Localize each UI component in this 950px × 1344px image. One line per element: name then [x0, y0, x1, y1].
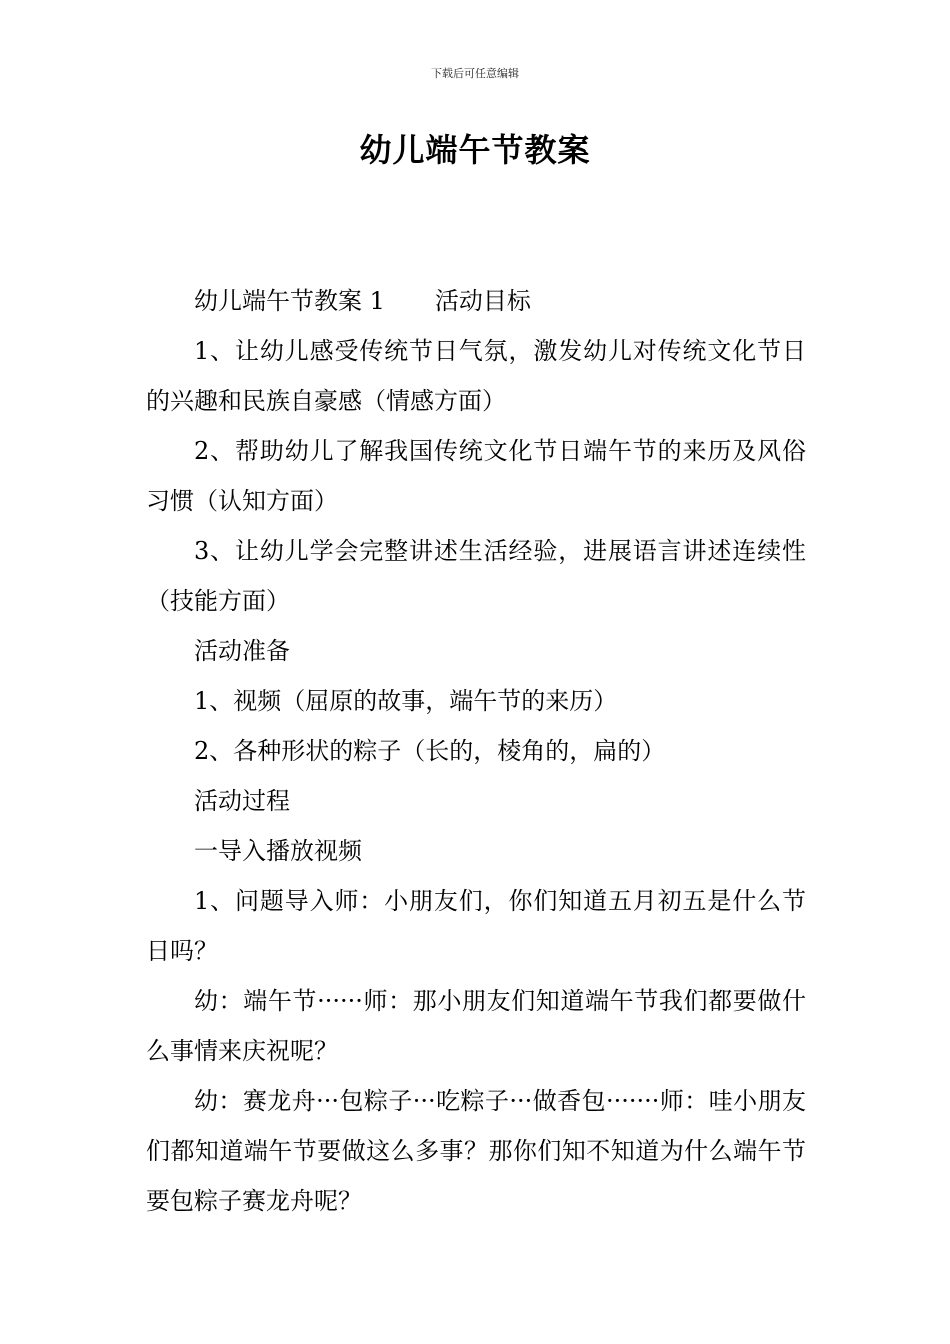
lesson-heading: 幼儿端午节教案 1 — [194, 287, 385, 315]
preparation-1: 1、视频（屈原的故事，端午节的来历） — [194, 687, 618, 715]
section-activity-goals: 活动目标 — [434, 287, 531, 315]
goal-1: 1、让幼儿感受传统节日气氛，激发幼儿对传统文化节日的兴趣和民族自豪感（情感方面） — [146, 337, 806, 415]
goal-2: 2、帮助幼儿了解我国传统文化节日端午节的来历及风俗习惯（认知方面） — [146, 437, 806, 515]
dialogue-answer-2: 幼：赛龙舟···包粽子···吃粽子···做香包·······师：哇小朋友们都知道端午节要做这么多事？那你们知不知道为什么端午节要包粽子赛龙舟呢？ — [146, 1087, 806, 1215]
dialogue-question: 1、问题导入师：小朋友们，你们知道五月初五是什么节日吗？ — [146, 887, 806, 965]
dialogue-answer-1: 幼：端午节······师：那小朋友们知道端午节我们都要做什么事情来庆祝呢？ — [146, 987, 806, 1065]
document-body — [146, 276, 806, 1226]
section-activity-process: 活动过程 — [194, 787, 290, 815]
goal-3: 3、让幼儿学会完整讲述生活经验，进展语言讲述连续性（技能方面） — [146, 537, 806, 615]
header-note: 下载后可任意编辑 — [431, 67, 519, 80]
preparation-2: 2、各种形状的粽子（长的，棱角的，扁的） — [194, 737, 666, 765]
process-step-intro: 一导入播放视频 — [194, 837, 362, 865]
intro-line — [146, 276, 806, 326]
document-title: 幼儿端午节教案 — [359, 131, 591, 169]
section-activity-preparation: 活动准备 — [194, 637, 290, 665]
